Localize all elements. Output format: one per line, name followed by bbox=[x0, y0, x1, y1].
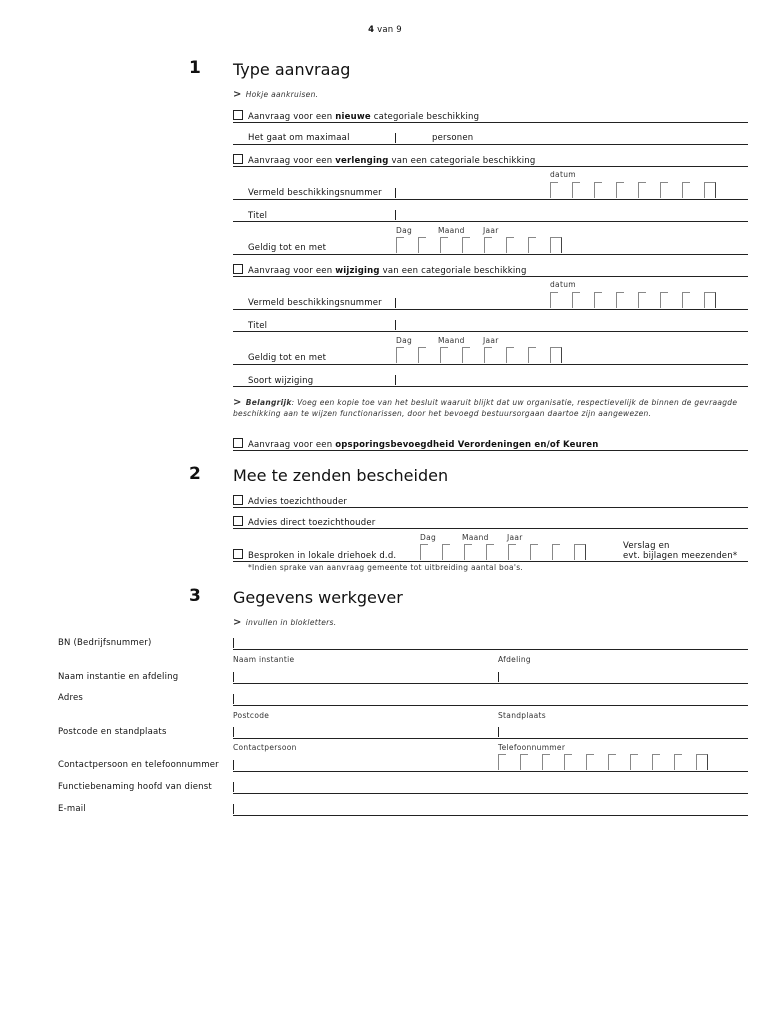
new-request-pre: Aanvraag voor een bbox=[248, 112, 336, 122]
digit-box[interactable] bbox=[682, 292, 690, 308]
renewal-request-checkbox[interactable] bbox=[233, 154, 243, 164]
department-input[interactable] bbox=[501, 670, 746, 682]
rule bbox=[233, 166, 748, 167]
digit-box[interactable] bbox=[572, 292, 580, 308]
rule bbox=[233, 386, 748, 387]
field-marker bbox=[395, 210, 396, 220]
digit-box[interactable] bbox=[484, 347, 492, 363]
rule bbox=[233, 793, 748, 794]
discussed-triangle-label: Besproken in lokale driehoek d.d. bbox=[248, 551, 397, 561]
label-institution: Naam instantie en afdeling bbox=[58, 672, 179, 682]
new-request-checkbox[interactable] bbox=[233, 110, 243, 120]
day-label: Dag bbox=[396, 226, 413, 235]
advice-supervisor-row bbox=[233, 495, 347, 507]
head-title-input[interactable] bbox=[236, 780, 746, 792]
report-label-2: evt. bijlagen meezenden* bbox=[623, 551, 738, 561]
city-input[interactable] bbox=[501, 725, 746, 737]
department-sublabel: Afdeling bbox=[498, 655, 531, 664]
field-marker bbox=[498, 672, 499, 682]
digit-box[interactable] bbox=[660, 182, 668, 198]
discussed-triangle-row bbox=[233, 549, 396, 561]
digit-box[interactable] bbox=[498, 754, 506, 770]
discussed-triangle-checkbox[interactable] bbox=[233, 549, 243, 559]
year-label: Jaar bbox=[483, 226, 499, 235]
digit-box[interactable] bbox=[520, 754, 528, 770]
rule bbox=[233, 649, 748, 650]
digit-box[interactable] bbox=[418, 347, 426, 363]
digit-box-end bbox=[708, 292, 716, 308]
change-bold: wijziging bbox=[335, 266, 380, 276]
ref-number-label: Vermeld beschikkingsnummer bbox=[248, 298, 382, 308]
advice-supervisor-label: Advies toezichthouder bbox=[248, 497, 348, 507]
valid-until-date-boxes[interactable] bbox=[396, 347, 576, 363]
digit-box[interactable] bbox=[440, 347, 448, 363]
new-request-post: categoriale beschikking bbox=[370, 112, 480, 122]
valid-until-label: Geldig tot en met bbox=[248, 353, 327, 363]
month-label: Maand bbox=[462, 533, 489, 542]
address-input[interactable] bbox=[236, 692, 746, 704]
rule bbox=[233, 221, 748, 222]
day-label: Dag bbox=[396, 336, 413, 345]
field-marker bbox=[233, 638, 234, 648]
city-sublabel: Standplaats bbox=[498, 711, 546, 720]
digit-box[interactable] bbox=[440, 237, 448, 253]
phone-number-boxes[interactable] bbox=[498, 754, 728, 770]
arrow-right-icon: > bbox=[233, 397, 242, 408]
label-postcode-city: Postcode en standplaats bbox=[58, 727, 167, 737]
digit-box[interactable] bbox=[506, 237, 514, 253]
digit-box[interactable] bbox=[638, 182, 646, 198]
digit-box[interactable] bbox=[652, 754, 660, 770]
month-label: Maand bbox=[438, 336, 465, 345]
section-2-title: Mee te zenden bescheiden bbox=[233, 466, 449, 485]
ref-number-boxes[interactable] bbox=[550, 182, 730, 198]
renewal-post: van een categoriale beschikking bbox=[388, 156, 536, 166]
digit-box[interactable] bbox=[486, 544, 494, 560]
arrow-right-icon: > bbox=[233, 89, 242, 100]
change-kind-label: Soort wijziging bbox=[248, 376, 314, 386]
rule bbox=[233, 507, 748, 508]
digit-box-end bbox=[578, 544, 586, 560]
datum-label: datum bbox=[550, 280, 576, 289]
section-2-number: 2 bbox=[189, 464, 201, 484]
rule bbox=[233, 199, 748, 200]
field-marker bbox=[395, 298, 396, 308]
month-label: Maand bbox=[438, 226, 465, 235]
investigation-row bbox=[233, 438, 599, 450]
year-label: Jaar bbox=[483, 336, 499, 345]
new-request-row bbox=[233, 110, 479, 122]
year-label: Jaar bbox=[507, 533, 523, 542]
digit-box[interactable] bbox=[572, 182, 580, 198]
digit-box[interactable] bbox=[594, 292, 602, 308]
section-1-instruction bbox=[233, 89, 318, 100]
ref-number-label: Vermeld beschikkingsnummer bbox=[248, 188, 382, 198]
email-input[interactable] bbox=[236, 802, 746, 814]
rule bbox=[233, 738, 748, 739]
important-note bbox=[233, 397, 743, 419]
institution-name-sublabel: Naam instantie bbox=[233, 655, 295, 664]
footnote: *Indien sprake van aanvraag gemeente tot uitbreiding aantal boa's. bbox=[248, 563, 524, 572]
label-head-title: Functiebenaming hoofd van dienst bbox=[58, 782, 212, 792]
digit-box-end bbox=[554, 237, 562, 253]
label-contact-phone: Contactpersoon en telefoonnummer bbox=[58, 760, 219, 770]
advice-direct-supervisor-row bbox=[233, 516, 376, 528]
datum-label: datum bbox=[550, 170, 576, 179]
section-1-number: 1 bbox=[189, 58, 201, 78]
phone-sublabel: Telefoonnummer bbox=[498, 743, 566, 752]
rule bbox=[233, 276, 748, 277]
rule bbox=[233, 254, 748, 255]
advice-direct-supervisor-label: Advies direct toezichthouder bbox=[248, 518, 376, 528]
section-3-number: 3 bbox=[189, 586, 201, 606]
change-request-row bbox=[233, 264, 527, 276]
change-request-checkbox[interactable] bbox=[233, 264, 243, 274]
valid-until-date-boxes[interactable] bbox=[396, 237, 576, 253]
field-marker bbox=[233, 760, 234, 770]
rule bbox=[233, 309, 748, 310]
rule bbox=[233, 705, 748, 706]
rule bbox=[233, 331, 748, 332]
field-marker bbox=[395, 375, 396, 385]
digit-box[interactable] bbox=[506, 347, 514, 363]
rule bbox=[233, 771, 748, 772]
digit-box-end bbox=[708, 182, 716, 198]
important-text: : Voeg een kopie toe van het besluit waaruit blijkt dat uw organisatie, respectievelijk de binnen de gevraagde beschikking aan te wijzen functionarissen, door het bevoegd bestuursorgaan daartoe zijn aangewezen. bbox=[233, 398, 738, 418]
field-marker bbox=[395, 320, 396, 330]
renewal-request-row bbox=[233, 154, 535, 166]
digit-box-end bbox=[700, 754, 708, 770]
digit-box[interactable] bbox=[550, 182, 558, 198]
digit-box[interactable] bbox=[542, 754, 550, 770]
discussed-date-boxes[interactable] bbox=[420, 544, 600, 560]
change-pre: Aanvraag voor een bbox=[248, 266, 336, 276]
field-marker bbox=[233, 727, 234, 737]
arrow-right-icon: > bbox=[233, 617, 242, 628]
digit-box[interactable] bbox=[464, 544, 472, 560]
digit-box[interactable] bbox=[630, 754, 638, 770]
section-3-title: Gegevens werkgever bbox=[233, 588, 403, 607]
rule bbox=[233, 122, 748, 123]
persons-label: personen bbox=[432, 133, 474, 143]
change-post: van een categoriale beschikking bbox=[379, 266, 527, 276]
digit-box[interactable] bbox=[420, 544, 428, 560]
page-number-current: 4 bbox=[368, 25, 375, 35]
instruction-text: Hokje aankruisen. bbox=[245, 90, 319, 99]
digit-box[interactable] bbox=[396, 237, 404, 253]
rule bbox=[233, 683, 748, 684]
digit-box-end bbox=[554, 347, 562, 363]
max-persons-input[interactable] bbox=[400, 131, 428, 143]
digit-box[interactable] bbox=[528, 347, 536, 363]
max-label: Het gaat om maximaal bbox=[248, 133, 350, 143]
instruction-text: invullen in blokletters. bbox=[245, 618, 337, 627]
title-label: Titel bbox=[248, 321, 268, 331]
bn-input[interactable] bbox=[236, 636, 746, 648]
digit-box[interactable] bbox=[594, 182, 602, 198]
valid-until-label: Geldig tot en met bbox=[248, 243, 327, 253]
digit-box[interactable] bbox=[564, 754, 572, 770]
rule bbox=[233, 364, 748, 365]
digit-box[interactable] bbox=[682, 182, 690, 198]
digit-box[interactable] bbox=[484, 237, 492, 253]
label-address: Adres bbox=[58, 693, 84, 703]
important-bold: Belangrijk bbox=[245, 398, 292, 407]
page-number-total: van 9 bbox=[377, 25, 402, 35]
section-3-instruction bbox=[233, 617, 336, 628]
field-marker bbox=[395, 188, 396, 198]
digit-box[interactable] bbox=[462, 237, 470, 253]
section-1-title: Type aanvraag bbox=[233, 60, 351, 79]
digit-box[interactable] bbox=[418, 237, 426, 253]
advice-direct-supervisor-checkbox[interactable] bbox=[233, 516, 243, 526]
digit-box[interactable] bbox=[616, 292, 624, 308]
field-marker bbox=[233, 782, 234, 792]
digit-box[interactable] bbox=[530, 544, 538, 560]
rule bbox=[233, 561, 748, 562]
digit-box[interactable] bbox=[462, 347, 470, 363]
digit-box[interactable] bbox=[638, 292, 646, 308]
digit-box[interactable] bbox=[528, 237, 536, 253]
ref-number-boxes[interactable] bbox=[550, 292, 730, 308]
report-label-1: Verslag en bbox=[623, 541, 670, 551]
digit-box[interactable] bbox=[608, 754, 616, 770]
postcode-sublabel: Postcode bbox=[233, 711, 270, 720]
rule bbox=[233, 450, 748, 451]
field-marker bbox=[233, 804, 234, 814]
title-label: Titel bbox=[248, 211, 268, 221]
field-marker bbox=[233, 672, 234, 682]
advice-supervisor-checkbox[interactable] bbox=[233, 495, 243, 505]
institution-name-input[interactable] bbox=[236, 670, 494, 682]
contact-sublabel: Contactpersoon bbox=[233, 743, 297, 752]
investigation-checkbox[interactable] bbox=[233, 438, 243, 448]
digit-box[interactable] bbox=[552, 544, 560, 560]
renewal-pre: Aanvraag voor een bbox=[248, 156, 336, 166]
day-label: Dag bbox=[420, 533, 437, 542]
renewal-bold: verlenging bbox=[335, 156, 389, 166]
field-marker bbox=[498, 727, 499, 737]
digit-box[interactable] bbox=[674, 754, 682, 770]
new-request-bold: nieuwe bbox=[335, 112, 371, 122]
digit-box[interactable] bbox=[616, 182, 624, 198]
field-marker bbox=[395, 133, 396, 143]
rule bbox=[233, 815, 748, 816]
rule bbox=[233, 144, 748, 145]
page-number bbox=[0, 25, 770, 35]
postcode-input[interactable] bbox=[236, 725, 494, 737]
digit-box[interactable] bbox=[586, 754, 594, 770]
contact-input[interactable] bbox=[236, 758, 494, 770]
investigation-bold: opsporingsbevoegdheid Verordeningen en/of Keuren bbox=[335, 440, 599, 450]
digit-box[interactable] bbox=[508, 544, 516, 560]
field-marker bbox=[233, 694, 234, 704]
digit-box[interactable] bbox=[442, 544, 450, 560]
investigation-pre: Aanvraag voor een bbox=[248, 440, 336, 450]
label-email: E-mail bbox=[58, 804, 86, 814]
label-bn: BN (Bedrijfsnummer) bbox=[58, 638, 152, 648]
digit-box[interactable] bbox=[396, 347, 404, 363]
rule bbox=[233, 528, 748, 529]
digit-box[interactable] bbox=[550, 292, 558, 308]
digit-box[interactable] bbox=[660, 292, 668, 308]
